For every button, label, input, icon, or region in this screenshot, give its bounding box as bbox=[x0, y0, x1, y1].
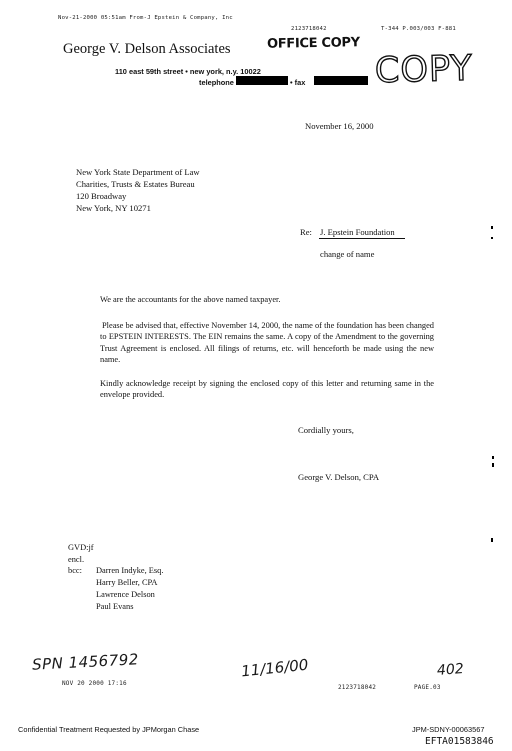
paragraph-1: We are the accountants for the above named taxpayer. bbox=[100, 295, 281, 304]
scan-speck bbox=[492, 463, 494, 467]
bcc-label: bcc: bbox=[68, 566, 82, 575]
letter-date: November 16, 2000 bbox=[305, 121, 374, 131]
closing: Cordially yours, bbox=[298, 425, 354, 435]
bcc-recipient: Darren Indyke, Esq. bbox=[96, 566, 164, 575]
bcc-recipient: Harry Beller, CPA bbox=[96, 578, 158, 587]
re-subject-line2: change of name bbox=[320, 249, 375, 259]
recipient-line: New York State Department of Law bbox=[76, 167, 200, 177]
bcc-recipient: Lawrence Delson bbox=[96, 590, 155, 599]
paragraph-2: Please be advised that, effective November 14, 2000, the name of the foundation has been changed to EPSTEIN INTERESTS. The EIN remains the same. A copy of the Amendment to the governing Trust Agreement is enclosed. All filings of returns, etc. will henceforth be made using the new name. bbox=[100, 321, 434, 365]
handwritten-reference: SPN 1456792 bbox=[31, 650, 140, 674]
received-stamp: NOV 20 2000 17:16 bbox=[62, 680, 127, 687]
re-underline bbox=[319, 238, 405, 239]
recipient-line: New York, NY 10271 bbox=[76, 203, 151, 213]
enclosure-note: encl. bbox=[68, 555, 85, 564]
recipient-line: Charities, Trusts & Estates Bureau bbox=[76, 179, 195, 189]
typist-initials: GVD:jf bbox=[68, 543, 94, 552]
re-subject: J. Epstein Foundation bbox=[320, 227, 395, 237]
recipient-line: 120 Broadway bbox=[76, 191, 127, 201]
footer-confidential: Confidential Treatment Requested by JPMorgan Chase bbox=[18, 725, 200, 734]
paragraph-3: Kindly acknowledge receipt by signing the enclosed copy of this letter and returning same in the envelope provided. bbox=[100, 379, 434, 400]
signature-name: George V. Delson, CPA bbox=[298, 472, 380, 482]
re-label: Re: bbox=[300, 227, 312, 237]
footer-bates-number: JPM-SDNY-00063567 bbox=[412, 725, 485, 734]
fax-header-page-info: T-344 P.003/003 F-881 bbox=[381, 26, 456, 32]
redaction-fax bbox=[314, 76, 368, 85]
scan-speck bbox=[491, 237, 493, 239]
scan-speck bbox=[491, 226, 493, 229]
bcc-recipient: Paul Evans bbox=[96, 602, 134, 611]
firm-name: George V. Delson Associates bbox=[63, 41, 231, 57]
fax-header-number: 2123718042 bbox=[291, 26, 327, 32]
footer-efta-number: EFTA01583846 bbox=[425, 736, 494, 747]
scan-speck bbox=[492, 456, 494, 459]
telephone-label: telephone bbox=[199, 78, 234, 87]
scan-speck bbox=[491, 538, 493, 542]
firm-address: 110 east 59th street • new york, n.y. 10022 bbox=[115, 67, 261, 76]
bottom-fax-number: 2123718042 bbox=[338, 684, 377, 691]
fax-label: • fax bbox=[290, 78, 306, 87]
office-copy-stamp: OFFICE COPY bbox=[266, 35, 360, 52]
fax-header-sender: Nov-21-2000 05:51am From-J Epstein & Company, Inc bbox=[58, 15, 233, 21]
copy-stamp: COPY bbox=[374, 48, 474, 92]
bottom-page-number: PAGE.03 bbox=[414, 684, 441, 691]
redaction-telephone bbox=[236, 76, 288, 85]
handwritten-number: 402 bbox=[436, 661, 465, 679]
handwritten-date: 11/16/00 bbox=[240, 655, 310, 681]
